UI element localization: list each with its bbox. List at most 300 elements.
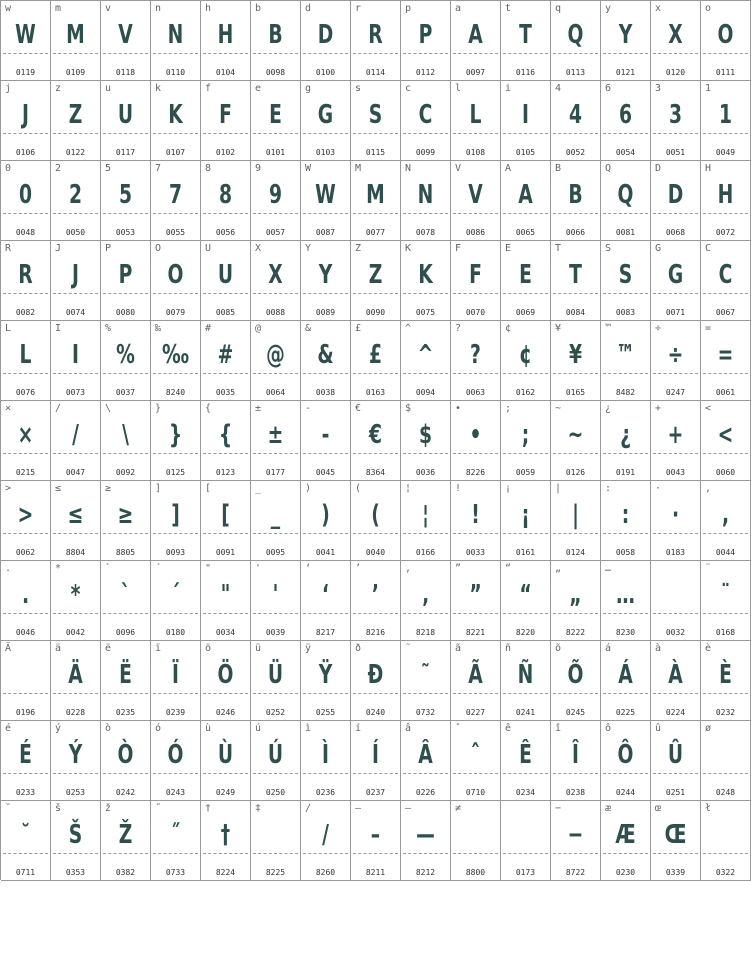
glyph-code: 0065	[515, 228, 536, 237]
glyph-key-label: q	[555, 3, 562, 14]
glyph-cell	[451, 81, 501, 161]
glyph-sample: <	[717, 420, 734, 450]
glyph-cell	[401, 561, 451, 641]
glyph-cell	[701, 641, 751, 721]
glyph-key-label: ¥	[555, 323, 562, 334]
glyph-code: 0068	[665, 228, 686, 237]
glyph-key-label: ,	[705, 483, 712, 494]
glyph-cell	[701, 1, 751, 81]
glyph-cell	[201, 641, 251, 721]
glyph-key-label: u	[105, 83, 112, 94]
glyph-code: 8482	[615, 388, 636, 397]
glyph-sample: [	[221, 500, 230, 530]
glyph-code: 0235	[115, 708, 136, 717]
glyph-cell	[301, 241, 351, 321]
glyph-key-label: Y	[305, 243, 312, 254]
glyph-sample: Ö	[217, 660, 234, 690]
glyph-code: 0100	[315, 68, 336, 77]
glyph-sample: J	[72, 260, 79, 290]
glyph-key-label: ñ	[505, 643, 512, 654]
glyph-code: 0102	[215, 148, 236, 157]
glyph-code: 0053	[115, 228, 136, 237]
glyph-code: 0057	[265, 228, 286, 237]
glyph-key-label: ž	[105, 803, 112, 814]
glyph-code: 0251	[665, 788, 686, 797]
glyph-sample	[506, 815, 545, 855]
glyph-key-label: W	[305, 163, 312, 174]
glyph-key-label: &	[305, 323, 312, 334]
glyph-key-label: â	[405, 723, 412, 734]
glyph-sample: N	[417, 180, 434, 210]
glyph-key-label: ~	[555, 403, 562, 414]
glyph-code: 0048	[15, 228, 36, 237]
glyph-sample: Ó	[167, 740, 184, 770]
glyph-cell	[51, 81, 101, 161]
glyph-sample: ¡	[521, 500, 530, 530]
glyph-key-label: ÿ	[305, 643, 312, 654]
glyph-key-label: 4	[555, 83, 562, 94]
glyph-cell	[201, 481, 251, 561]
glyph-sample: C	[418, 100, 433, 130]
glyph-cell	[151, 801, 201, 881]
glyph-sample: B	[268, 20, 283, 50]
glyph-key-label: @	[255, 323, 262, 334]
glyph-key-label: ê	[505, 723, 512, 734]
glyph-key-label: −	[555, 803, 562, 814]
glyph-key-label: x	[655, 3, 662, 14]
glyph-code: 0173	[515, 868, 536, 877]
glyph-key-label: m	[55, 3, 62, 14]
glyph-sample: V	[468, 180, 483, 210]
glyph-code: 0240	[365, 708, 386, 717]
glyph-sample: ≤	[67, 500, 84, 530]
glyph-cell	[151, 81, 201, 161]
glyph-code: 0067	[715, 308, 736, 317]
glyph-sample: V	[118, 20, 133, 50]
glyph-key-label: >	[5, 483, 12, 494]
glyph-key-label: c	[405, 83, 412, 94]
glyph-key-label: D	[655, 163, 662, 174]
glyph-cell	[501, 481, 551, 561]
glyph-key-label: R	[5, 243, 12, 254]
glyph-sample: "	[220, 580, 231, 610]
glyph-code: 0116	[515, 68, 536, 77]
glyph-sample: \	[122, 420, 129, 450]
glyph-cell	[601, 81, 651, 161]
glyph-key-label: \	[105, 403, 112, 414]
glyph-code: 0111	[715, 68, 736, 77]
glyph-key-label: :	[605, 483, 612, 494]
glyph-sample: ”	[469, 580, 482, 610]
glyph-cell	[151, 561, 201, 641]
glyph-key-label: à	[655, 643, 662, 654]
glyph-key-label: í	[355, 723, 362, 734]
glyph-code: 0099	[415, 148, 436, 157]
glyph-code: 0114	[365, 68, 386, 77]
glyph-cell	[301, 561, 351, 641]
glyph-key-label: 2	[55, 163, 62, 174]
glyph-key-label: ˆ	[455, 723, 462, 734]
glyph-sample: 5	[118, 180, 133, 210]
glyph-cell	[1, 321, 51, 401]
glyph-code: 8226	[465, 468, 486, 477]
glyph-key-label: 0	[5, 163, 12, 174]
glyph-key-label: C	[705, 243, 712, 254]
glyph-cell	[1, 481, 51, 561]
glyph-code: 0063	[465, 388, 486, 397]
glyph-key-label: î	[555, 723, 562, 734]
glyph-sample: £	[368, 340, 383, 370]
glyph-code: 0163	[365, 388, 386, 397]
glyph-cell	[351, 561, 401, 641]
glyph-key-label: M	[355, 163, 362, 174]
glyph-code: 8804	[65, 548, 86, 557]
glyph-sample: Y	[318, 260, 333, 290]
glyph-sample: )	[321, 500, 330, 530]
glyph-code: 8217	[315, 628, 336, 637]
glyph-sample: ¥	[568, 340, 583, 370]
glyph-code: 0250	[265, 788, 286, 797]
glyph-key-label: [	[205, 483, 212, 494]
glyph-cell	[701, 801, 751, 881]
glyph-cell	[601, 241, 651, 321]
glyph-cell	[701, 241, 751, 321]
glyph-key-label: r	[355, 3, 362, 14]
glyph-sample: @	[266, 340, 285, 370]
glyph-code: 0322	[715, 868, 736, 877]
glyph-cell	[201, 801, 251, 881]
glyph-sample: ‚	[421, 580, 430, 610]
glyph-cell	[251, 81, 301, 161]
glyph-code: 0236	[315, 788, 336, 797]
glyph-key-label: w	[5, 3, 12, 14]
glyph-sample: E	[269, 100, 282, 130]
glyph-key-label: V	[455, 163, 462, 174]
glyph-key-label: o	[705, 3, 712, 14]
glyph-sample: D	[667, 180, 684, 210]
glyph-code: 0075	[415, 308, 436, 317]
glyph-cell	[701, 561, 751, 641]
glyph-key-label: ë	[105, 643, 112, 654]
glyph-code: 0037	[115, 388, 136, 397]
glyph-sample: I	[72, 340, 79, 370]
glyph-code: 0225	[615, 708, 636, 717]
glyph-key-label: ô	[605, 723, 612, 734]
glyph-key-label: y	[605, 3, 612, 14]
glyph-sample: Õ	[567, 660, 584, 690]
glyph-cell	[151, 481, 201, 561]
glyph-sample: ´	[170, 580, 181, 610]
glyph-code: 0123	[215, 468, 236, 477]
glyph-cell	[101, 481, 151, 561]
glyph-code: 8216	[365, 628, 386, 637]
glyph-sample: 4	[568, 100, 583, 130]
glyph-cell	[651, 481, 701, 561]
glyph-code: 0191	[615, 468, 636, 477]
glyph-cell	[401, 641, 451, 721]
glyph-cell	[701, 401, 751, 481]
glyph-code: 0081	[615, 228, 636, 237]
glyph-code: 0044	[715, 548, 736, 557]
glyph-sample: E	[519, 260, 532, 290]
glyph-cell	[551, 241, 601, 321]
glyph-code: 0042	[65, 628, 86, 637]
glyph-cell	[401, 161, 451, 241]
glyph-cell	[101, 241, 151, 321]
glyph-key-label: $	[405, 403, 412, 414]
glyph-code: 0113	[565, 68, 586, 77]
glyph-cell	[301, 721, 351, 801]
glyph-code: 0339	[665, 868, 686, 877]
glyph-key-label: n	[155, 3, 162, 14]
glyph-key-label: *	[55, 563, 62, 574]
glyph-sample: ~	[567, 420, 584, 450]
glyph-sample: T	[519, 20, 532, 50]
glyph-sample: U	[117, 100, 134, 130]
glyph-key-label: B	[555, 163, 562, 174]
glyph-cell	[601, 161, 651, 241]
glyph-key-label: 8	[205, 163, 212, 174]
glyph-cell	[201, 401, 251, 481]
glyph-cell	[51, 801, 101, 881]
glyph-key-label: N	[405, 163, 412, 174]
glyph-code: 0089	[315, 308, 336, 317]
glyph-key-label: £	[355, 323, 362, 334]
glyph-key-label: P	[105, 243, 112, 254]
glyph-sample: Á	[618, 660, 633, 690]
glyph-code: 0045	[315, 468, 336, 477]
glyph-key-label: .	[5, 563, 12, 574]
glyph-key-label: T	[555, 243, 562, 254]
glyph-code: 8364	[365, 468, 386, 477]
glyph-code: 8225	[265, 868, 286, 877]
glyph-key-label: —	[405, 803, 412, 814]
glyph-sample: Ÿ	[318, 660, 333, 690]
glyph-cell	[401, 1, 451, 81]
glyph-code: 0166	[415, 548, 436, 557]
glyph-cell	[151, 721, 201, 801]
glyph-code: 0224	[665, 708, 686, 717]
glyph-cell	[501, 1, 551, 81]
glyph-sample: _	[270, 500, 281, 530]
glyph-cell	[651, 401, 701, 481]
glyph-cell	[51, 561, 101, 641]
glyph-code: 0106	[15, 148, 36, 157]
glyph-sample: Í	[372, 740, 379, 770]
glyph-code: 0183	[665, 548, 686, 557]
glyph-sample: P	[118, 260, 133, 290]
glyph-cell	[101, 801, 151, 881]
glyph-code: 0110	[165, 68, 186, 77]
glyph-code: 0246	[215, 708, 236, 717]
glyph-cell	[1, 721, 51, 801]
glyph-sample: Ž	[118, 820, 133, 850]
glyph-key-label: 6	[605, 83, 612, 94]
glyph-cell	[701, 161, 751, 241]
glyph-code: 0050	[65, 228, 86, 237]
glyph-sample: 0	[18, 180, 33, 210]
glyph-cell	[451, 561, 501, 641]
glyph-key-label: ]	[155, 483, 162, 494]
glyph-code: 0074	[65, 308, 86, 317]
glyph-sample: '	[272, 580, 279, 610]
glyph-sample: U	[217, 260, 234, 290]
glyph-cell	[501, 801, 551, 881]
glyph-sample: F	[219, 100, 232, 130]
glyph-sample: ^	[417, 340, 434, 370]
glyph-key-label: š	[55, 803, 62, 814]
glyph-sample: Ã	[468, 660, 483, 690]
glyph-cell	[651, 721, 701, 801]
glyph-sample: O	[717, 20, 734, 50]
glyph-cell	[551, 321, 601, 401]
glyph-cell	[601, 481, 651, 561]
glyph-code: 0115	[365, 148, 386, 157]
glyph-cell	[201, 721, 251, 801]
glyph-code: 0120	[665, 68, 686, 77]
glyph-sample: Z	[368, 260, 383, 290]
glyph-cell	[1, 801, 51, 881]
glyph-key-label: v	[105, 3, 112, 14]
glyph-cell	[501, 161, 551, 241]
glyph-sample: Ï	[172, 660, 179, 690]
glyph-key-label: ð	[355, 643, 362, 654]
glyph-code: 0107	[165, 148, 186, 157]
glyph-key-label: A	[505, 163, 512, 174]
glyph-code: 0051	[665, 148, 686, 157]
glyph-key-label: j	[5, 83, 12, 94]
glyph-sample: C	[718, 260, 733, 290]
glyph-key-label: ≥	[105, 483, 112, 494]
glyph-sample: %	[116, 340, 135, 370]
glyph-cell	[551, 161, 601, 241]
glyph-sample: 9	[268, 180, 283, 210]
glyph-cell	[301, 81, 351, 161]
glyph-key-label: Ä	[5, 643, 12, 654]
glyph-cell	[251, 321, 301, 401]
glyph-sample: 1	[718, 100, 733, 130]
glyph-sample: J	[22, 100, 29, 130]
glyph-cell	[351, 1, 401, 81]
glyph-sample: Ò	[117, 740, 134, 770]
glyph-key-label: h	[205, 3, 212, 14]
glyph-cell	[351, 721, 401, 801]
glyph-code: 0049	[715, 148, 736, 157]
glyph-code: 0070	[465, 308, 486, 317]
glyph-sample: ×	[17, 420, 34, 450]
glyph-code: 0241	[515, 708, 536, 717]
glyph-sample: 2	[68, 180, 83, 210]
glyph-key-label: ˝	[155, 803, 162, 814]
glyph-key-label: ¢	[505, 323, 512, 334]
glyph-code: 0168	[715, 628, 736, 637]
glyph-code: 0112	[415, 68, 436, 77]
glyph-cell	[501, 241, 551, 321]
glyph-key-label: ≠	[455, 803, 462, 814]
glyph-code: 0036	[415, 468, 436, 477]
glyph-sample: ˝	[170, 820, 181, 850]
glyph-sample	[706, 735, 745, 775]
glyph-sample: X	[668, 20, 683, 50]
glyph-key-label: (	[355, 483, 362, 494]
glyph-cell	[1, 641, 51, 721]
glyph-key-label: k	[155, 83, 162, 94]
glyph-sample: :	[621, 500, 630, 530]
glyph-key-label: ;	[505, 403, 512, 414]
glyph-code: 0040	[365, 548, 386, 557]
glyph-sample: É	[19, 740, 32, 770]
glyph-code: 0109	[65, 68, 86, 77]
glyph-cell	[251, 401, 301, 481]
glyph-key-label: ä	[55, 643, 62, 654]
glyph-cell	[351, 481, 401, 561]
glyph-code: 0032	[665, 628, 686, 637]
glyph-cell	[301, 1, 351, 81]
glyph-sample: Y	[618, 20, 633, 50]
glyph-code: 0047	[65, 468, 86, 477]
glyph-code: 0108	[465, 148, 486, 157]
glyph-cell	[551, 721, 601, 801]
glyph-key-label: ¦	[405, 483, 412, 494]
glyph-code: 0083	[615, 308, 636, 317]
glyph-key-label: !	[455, 483, 462, 494]
glyph-key-label: ò	[105, 723, 112, 734]
glyph-key-label: ó	[155, 723, 162, 734]
glyph-sample: N	[167, 20, 184, 50]
glyph-key-label: <	[705, 403, 712, 414]
glyph-code: 0092	[115, 468, 136, 477]
glyph-code: 0101	[265, 148, 286, 157]
glyph-code: 0039	[265, 628, 286, 637]
glyph-cell	[501, 641, 551, 721]
glyph-code: 0248	[715, 788, 736, 797]
glyph-cell	[251, 721, 301, 801]
glyph-cell	[301, 801, 351, 881]
glyph-key-label: 7	[155, 163, 162, 174]
glyph-cell	[201, 161, 251, 241]
glyph-code: 0079	[165, 308, 186, 317]
glyph-code: 0733	[165, 868, 186, 877]
glyph-cell	[501, 81, 551, 161]
glyph-code: 0215	[15, 468, 36, 477]
glyph-cell	[451, 801, 501, 881]
glyph-sample: `	[120, 580, 131, 610]
glyph-code: 0234	[515, 788, 536, 797]
glyph-code: 0060	[715, 468, 736, 477]
glyph-code: 0041	[315, 548, 336, 557]
glyph-code: 0196	[15, 708, 36, 717]
glyph-cell	[701, 81, 751, 161]
glyph-code: 0058	[615, 548, 636, 557]
glyph-key-label: ì	[305, 723, 312, 734]
glyph-key-label: ‡	[255, 803, 262, 814]
glyph-sample: “	[519, 580, 532, 610]
glyph-sample: ÷	[667, 340, 684, 370]
glyph-cell	[501, 561, 551, 641]
glyph-sample: D	[317, 20, 334, 50]
glyph-cell	[1, 1, 51, 81]
glyph-cell	[101, 81, 151, 161]
glyph-sample	[456, 815, 495, 855]
glyph-code: 0249	[215, 788, 236, 797]
glyph-code: 0245	[565, 708, 586, 717]
glyph-sample: Ô	[617, 740, 634, 770]
glyph-key-label: X	[255, 243, 262, 254]
glyph-key-label: `	[105, 563, 112, 574]
glyph-key-label: _	[255, 483, 262, 494]
glyph-code: 0247	[665, 388, 686, 397]
glyph-cell	[51, 641, 101, 721]
